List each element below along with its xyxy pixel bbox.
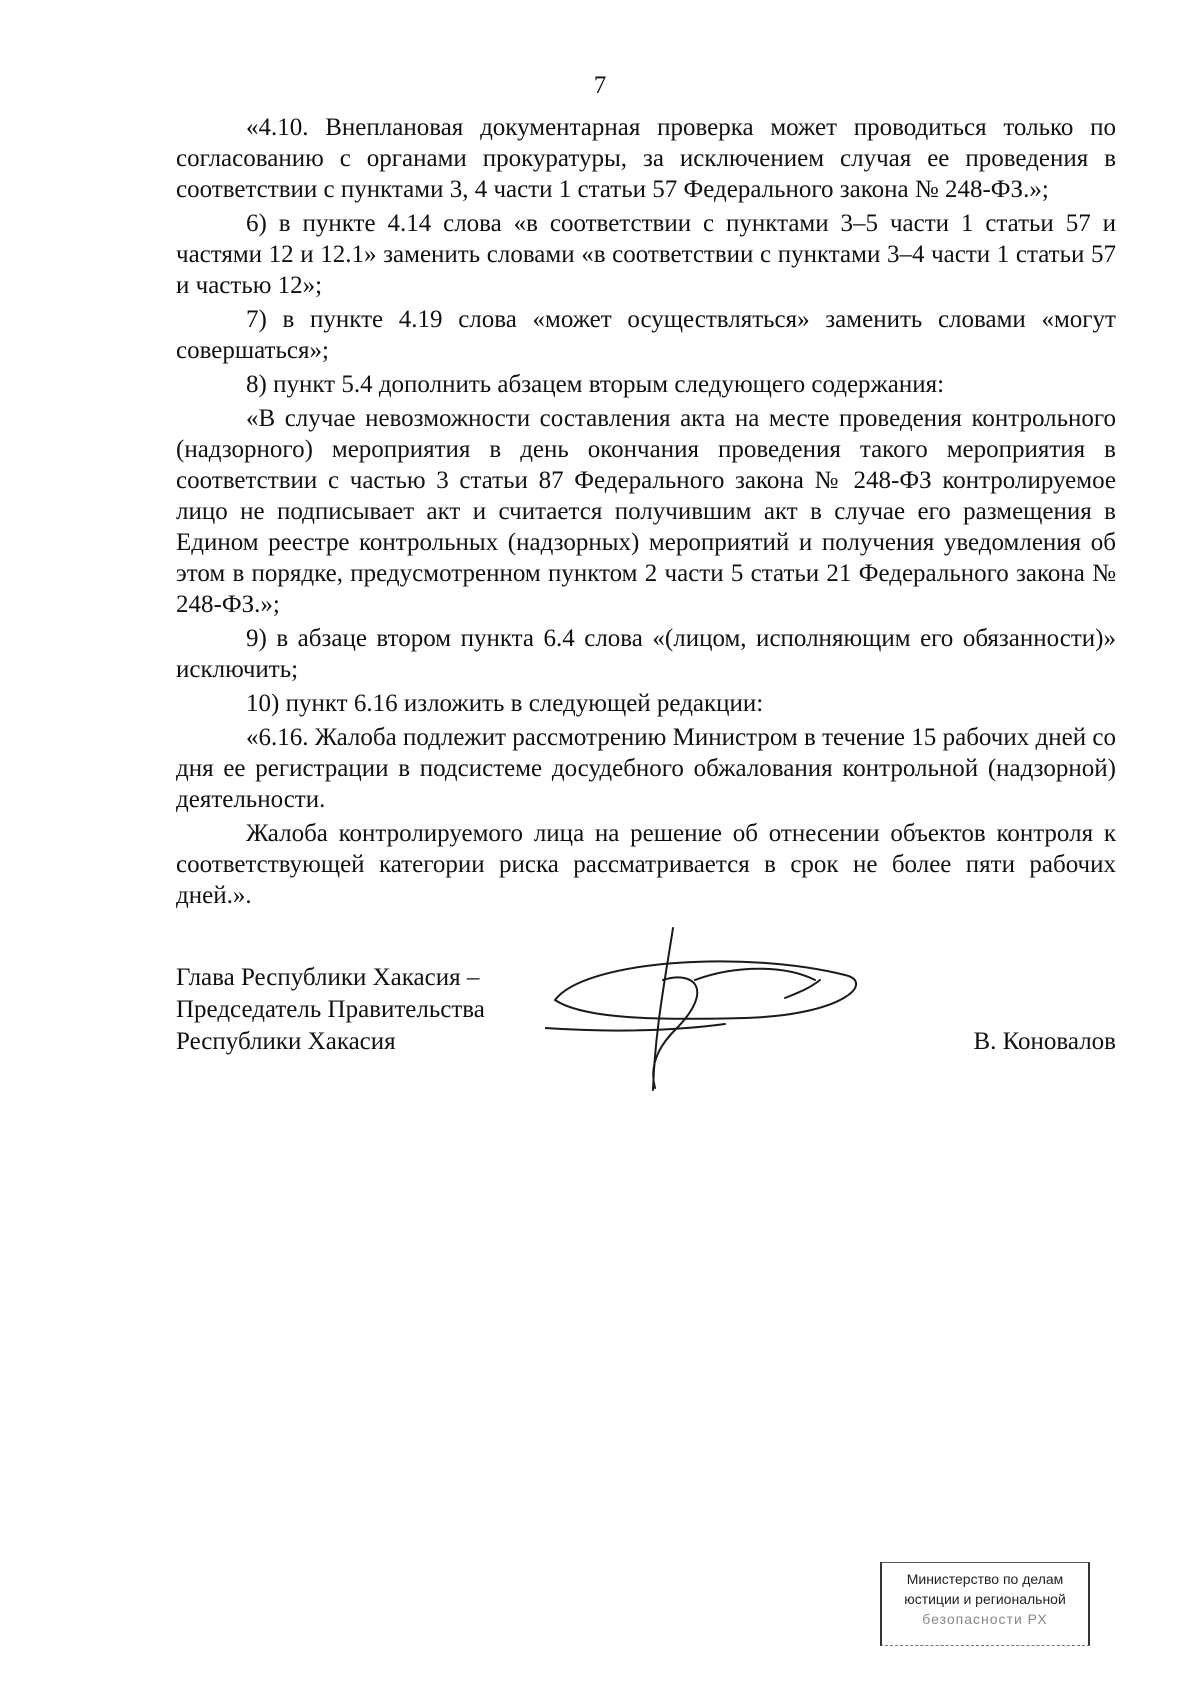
signatory-position-line: Республики Хакасия: [176, 1028, 396, 1055]
handwritten-signature: [545, 920, 895, 1100]
signatory-position: [176, 962, 485, 1058]
stamp-line: Министерство по делам: [906, 1571, 1064, 1587]
paragraph: «4.10. Внеплановая документарная проверка может проводиться только по согласованию с органами прокуратуры, за исключением случая ее проведения в соответствии с пунктами 3, 4 части 1 статьи 57 Федерального закона № 248-ФЗ.»;: [176, 114, 1116, 203]
paragraph: «6.16. Жалоба подлежит рассмотрению Министром в течение 15 рабочих дней со дня ее регистрации в подсистеме досудебного обжалования контрольной (надзорной) деятельности.: [176, 724, 1116, 813]
paragraph: «В случае невозможности составления акта на месте проведения контрольного (надзорного) мероприятия в день окончания проведения такого мероприятия в соответствии с частью 3 статьи 87 Федерального закона № 248-ФЗ контролируемое лицо не подписывает акт и считается получившим акт в случае его размещения в Едином реестре контрольных (надзорных) мероприятий и получения уведомления об этом в порядке, предусмотренном пунктом 2 части 5 статьи 21 Федерального закона № 248-ФЗ.»;: [176, 405, 1116, 618]
signatory-position-line: Глава Республики Хакасия –: [176, 964, 480, 991]
ministry-stamp: [880, 1562, 1090, 1646]
stamp-line: юстиции и региональной: [904, 1591, 1066, 1607]
document-body: [176, 112, 1116, 914]
signatory-name: В. Коновалов: [973, 1028, 1116, 1055]
paragraph: 7) в пункте 4.19 слова «может осуществляться» заменить словами «могут совершаться»;: [176, 306, 1116, 364]
signatory-position-line: Председатель Правительства: [176, 996, 485, 1023]
page-number: 7: [593, 72, 607, 99]
paragraph: 10) пункт 6.16 изложить в следующей редакции:: [246, 690, 764, 717]
stamp-line: безопасности РХ: [922, 1611, 1048, 1627]
paragraph: 9) в абзаце втором пункта 6.4 слова «(лицом, исполняющим его обязанности)» исключить;: [176, 625, 1116, 683]
paragraph: 8) пункт 5.4 дополнить абзацем вторым следующего содержания:: [246, 371, 945, 398]
paragraph: Жалоба контролируемого лица на решение об отнесении объектов контроля к соответствующей категории риска рассматривается в срок не более пяти рабочих дней.».: [176, 820, 1116, 909]
paragraph: 6) в пункте 4.14 слова «в соответствии с пунктами 3–5 части 1 статьи 57 и частями 12 и 12.1» заменить словами «в соответствии с пунктами 3–4 части 1 статьи 57 и частью 12»;: [176, 210, 1116, 299]
